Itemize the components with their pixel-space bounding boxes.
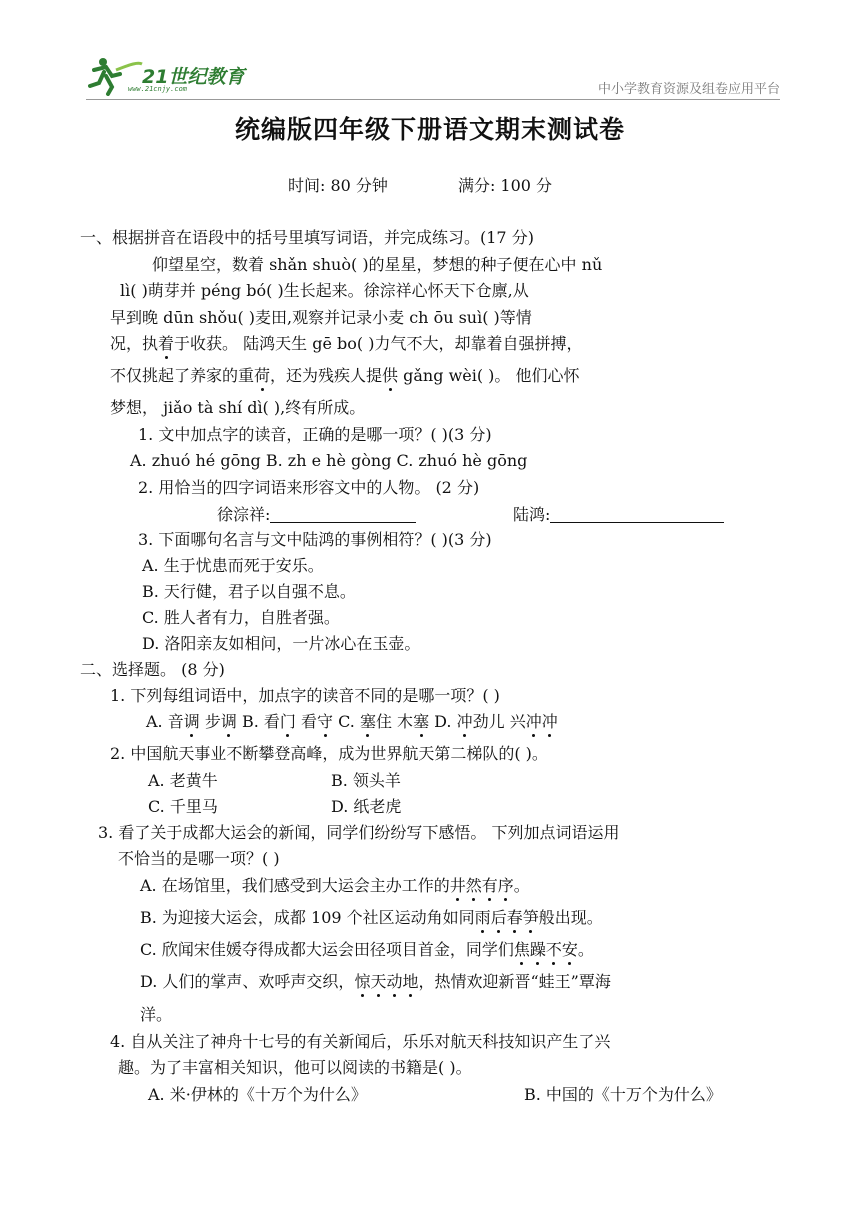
question-stem: 1. 文中加点字的读音，正确的是哪一项？( )(3 分) <box>138 425 492 444</box>
exam-meta <box>288 173 552 196</box>
answer-blank[interactable] <box>270 506 416 523</box>
page-title: 统编版四年级下册语文期末测试卷 <box>234 115 625 144</box>
option: B. 为迎接大运会，成都 109 个社区运动角如同雨后春笋般出现。 <box>140 908 603 927</box>
time-label: 时间: 80 分钟 <box>288 176 388 195</box>
dotted-phrase: 惊天动地 <box>354 972 419 991</box>
dotted-char: 调 <box>220 712 237 731</box>
option: D. 纸老虎 <box>331 797 402 816</box>
question-stem: 2. 中国航天事业不断攀登高峰，成为世界航天第二梯队的( )。 <box>110 744 548 763</box>
question-stem: 2. 用恰当的四字词语来形容文中的人物。 (2 分) <box>138 478 480 497</box>
option: B. 领头羊 <box>331 771 401 790</box>
answer-line-a <box>217 506 416 523</box>
dotted-char: 守 <box>317 712 334 731</box>
dotted-phrase: 焦躁不安 <box>513 940 578 959</box>
option: C. 欣闻宋佳媛夺得成都大运会田径项目首金，同学们焦躁不安。 <box>140 940 594 959</box>
platform-name: 中小学教育资源及组卷应用平台 <box>597 82 780 97</box>
dotted-phrase: 同雨后春笋 <box>458 908 539 927</box>
option: D. 人们的掌声、欢呼声交织，惊天动地，热情欢迎新晋“蛙王”覃海 <box>140 972 611 991</box>
option: A. 生于忧患而死于安乐。 <box>142 556 324 575</box>
question-stem: 1. 下列每组词语中，加点字的读音不同的是哪一项？( ) <box>110 686 500 705</box>
passage-line: 梦想， jiǎo tà shí dì( ),终有所成。 <box>110 398 366 417</box>
section2-heading: 二、选择题。 (8 分) <box>80 660 225 679</box>
answer-blank[interactable] <box>550 506 724 523</box>
dotted-char: 门 <box>279 712 296 731</box>
logo-text: 21世纪教育 <box>142 66 245 88</box>
logo-url: www.21cnjy.com <box>128 85 188 93</box>
option: A. 老黄牛 <box>148 771 218 790</box>
dotted-char: 供 <box>382 366 399 385</box>
passage-line: 仰望星空，数着 shǎn shuò( )的星星，梦想的种子便在心中 nǔ <box>152 255 603 274</box>
answer-line-b <box>513 506 724 523</box>
dotted-char: 调 <box>183 712 200 731</box>
option: A. 在场馆里，我们感受到大运会主办工作的井然有序。 <box>140 876 530 895</box>
dotted-char: 荷 <box>254 366 271 385</box>
answer-label: 徐淙祥: <box>217 505 271 524</box>
question-stem: 不恰当的是哪一项？( ) <box>118 849 280 868</box>
question-stem: 4. 自从关注了神舟十七号的有关新闻后，乐乐对航天科技知识产生了兴 <box>110 1032 611 1051</box>
question-options: A. 音调 步调 B. 看门 看守 C. 塞住 木塞 D. 冲劲儿 兴冲冲 <box>146 712 558 731</box>
option: D. 洛阳亲友如相问，一片冰心在玉壶。 <box>142 634 421 653</box>
dotted-char: 冲 <box>541 712 558 731</box>
dotted-char: 冲 <box>456 712 473 731</box>
option-continued: 洋。 <box>140 1005 173 1024</box>
question-options: A. zhuó hé gōng B. zh e hè gòng C. zhuó hè gōng <box>130 451 528 470</box>
passage-line: 况，执着于收获。 陆鸿天生 gē bo( )力气不大，却靠着自强拼搏， <box>110 334 583 353</box>
dotted-char: 塞 <box>413 712 430 731</box>
question-stem: 3. 看了关于成都大运会的新闻，同学们纷纷写下感悟。 下列加点词语运用 <box>98 823 620 842</box>
option: A. 米·伊林的《十万个为什么》 <box>148 1085 367 1104</box>
header-divider <box>86 99 780 100</box>
dotted-phrase: 井然有序 <box>449 876 514 895</box>
dotted-char: 冲 <box>525 712 542 731</box>
dotted-char: 塞 <box>359 712 376 731</box>
question-stem: 3. 下面哪句名言与文中陆鸿的事例相符？( )(3 分) <box>138 530 492 549</box>
score-label: 满分: 100 分 <box>457 176 553 195</box>
option: C. 千里马 <box>148 797 218 816</box>
answer-label: 陆鸿: <box>513 505 551 524</box>
passage-line: 不仅挑起了养家的重荷，还为残疾人提供 gǎng wèi( )。 他们心怀 <box>110 366 580 385</box>
option: B. 天行健，君子以自强不息。 <box>142 582 356 601</box>
dotted-char: 着 <box>158 334 175 353</box>
question-stem: 趣。为了丰富相关知识，他可以阅读的书籍是( )。 <box>118 1058 472 1077</box>
option: C. 胜人者有力，自胜者强。 <box>142 608 340 627</box>
option: B. 中国的《十万个为什么》 <box>524 1085 722 1104</box>
passage-line: lì( )萌芽并 péng bó( )生长起来。徐淙祥心怀天下仓廪,从 <box>120 281 529 300</box>
section1-heading: 一、根据拼音在语段中的括号里填写词语，并完成练习。(17 分) <box>80 228 534 247</box>
passage-line: 早到晚 dūn shǒu( )麦田,观察并记录小麦 ch ōu suì( )等情 <box>110 308 532 327</box>
